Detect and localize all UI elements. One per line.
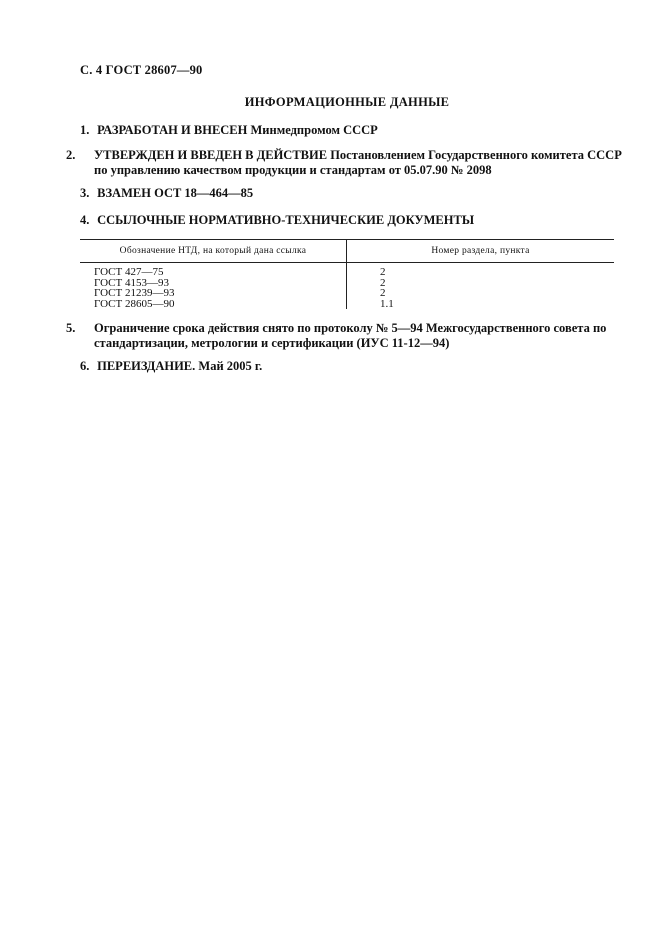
table-row bbox=[80, 263, 614, 278]
info-item-5 bbox=[66, 321, 630, 351]
column-header-document: Обозначение НТД, на который дана ссылка bbox=[80, 240, 347, 263]
item-number: 1. bbox=[80, 123, 90, 137]
item-number: 5. bbox=[66, 321, 76, 335]
section-cell: 2 bbox=[380, 266, 386, 278]
item-label: ВЗАМЕН ОСТ 18—464—85 bbox=[97, 186, 254, 200]
section-cell: 2 bbox=[380, 276, 386, 289]
item-number: 3. bbox=[80, 186, 90, 200]
page-header: С. 4 ГОСТ 28607—90 bbox=[80, 63, 203, 77]
item-label: ПЕРЕИЗДАНИЕ. bbox=[97, 359, 196, 373]
item-label: ССЫЛОЧНЫЕ НОРМАТИВНО-ТЕХНИЧЕСКИЕ ДОКУМЕНТЫ bbox=[97, 213, 475, 227]
section-title: ИНФОРМАЦИОННЫЕ ДАННЫЕ bbox=[244, 95, 450, 109]
table-header-row bbox=[80, 240, 614, 263]
item-number: 4. bbox=[80, 213, 90, 227]
document-cell: ГОСТ 21239—93 bbox=[80, 288, 347, 299]
info-item-1 bbox=[80, 123, 616, 138]
item-number: 2. bbox=[66, 148, 76, 162]
column-header-section: Номер раздела, пункта bbox=[347, 240, 615, 263]
document-cell: ГОСТ 427—75 bbox=[80, 263, 347, 278]
item-label: УТВЕРЖДЕН И ВВЕДЕН В ДЕЙСТВИЕ bbox=[94, 148, 328, 162]
info-item-4 bbox=[80, 213, 616, 228]
item-text: Ограничение срока действия снято по протоколу № 5—94 Межгосударственного совета по стандартизации, метрологии и сертификации (ИУС 11-12—94) bbox=[94, 321, 607, 350]
item-text: Минмедпромом СССР bbox=[250, 123, 378, 137]
item-number: 6. bbox=[80, 359, 90, 373]
table-row bbox=[80, 288, 614, 299]
section-cell: 1.1 bbox=[380, 297, 394, 310]
info-item-6 bbox=[80, 359, 616, 374]
reference-documents-table bbox=[80, 239, 614, 309]
item-label: РАЗРАБОТАН И ВНЕСЕН bbox=[97, 123, 248, 137]
info-item-2 bbox=[66, 148, 630, 178]
item-text: Май 2005 г. bbox=[198, 359, 263, 373]
document-cell: ГОСТ 4153—93 bbox=[80, 278, 347, 289]
info-item-3 bbox=[80, 186, 616, 201]
section-cell: 2 bbox=[380, 287, 386, 299]
document-cell: ГОСТ 28605—90 bbox=[80, 299, 347, 310]
item-text: Постановлением Государственного комитета СССР по управлению качеством продукции и стандартам от 05.07.90 № 2098 bbox=[94, 148, 622, 177]
table-row bbox=[80, 299, 614, 310]
